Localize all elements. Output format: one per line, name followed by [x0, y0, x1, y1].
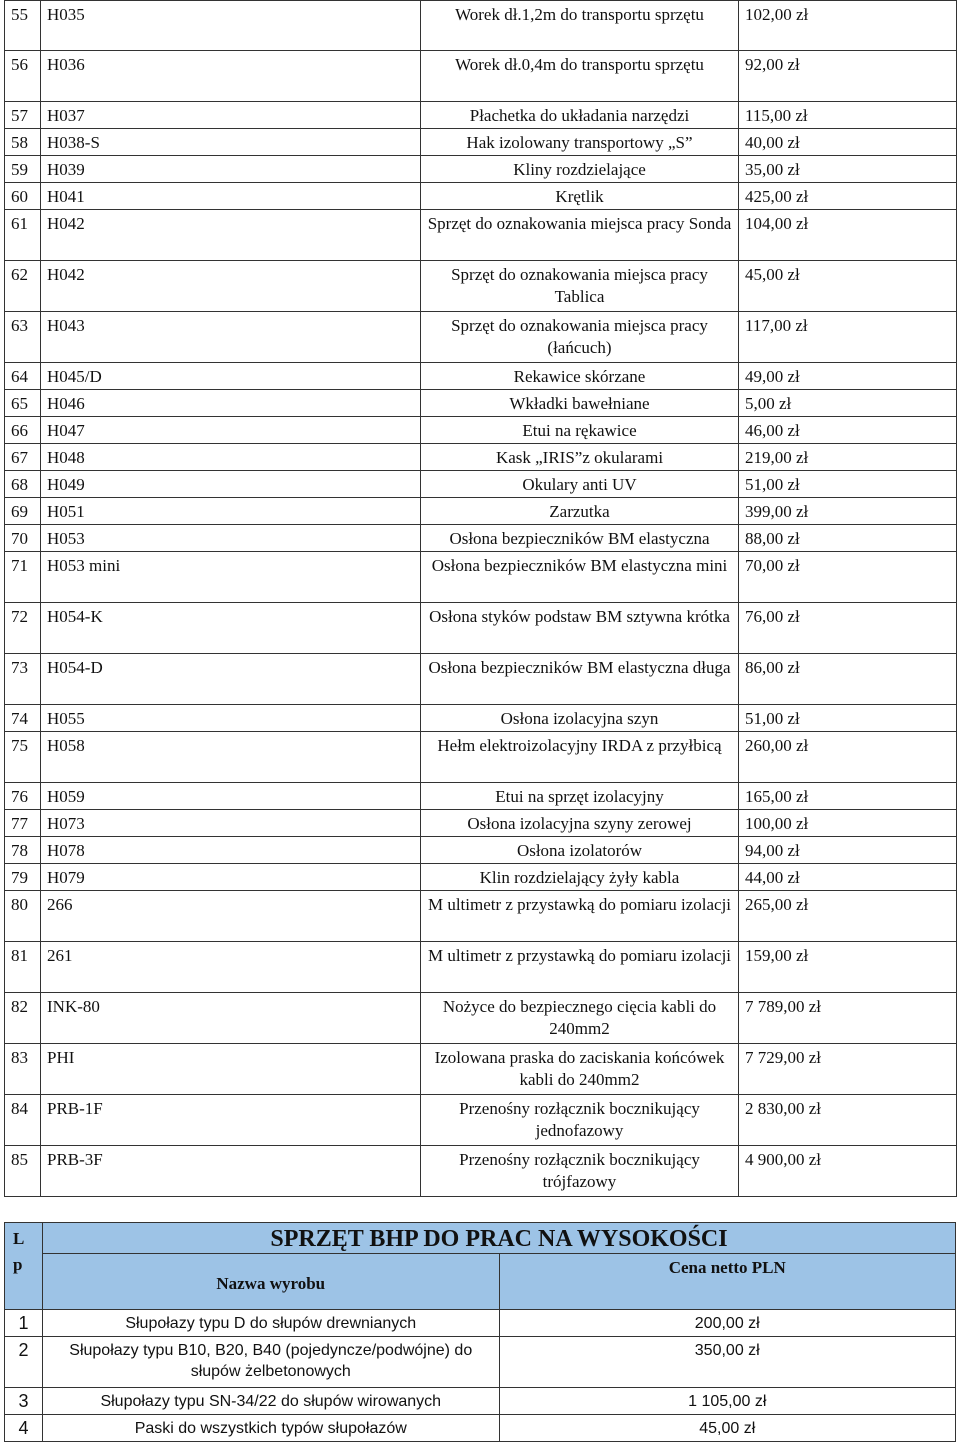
product-name: Worek dł.1,2m do transportu sprzętu	[421, 1, 739, 51]
product-price: 46,00 zł	[739, 417, 957, 444]
product-code: INK-80	[41, 993, 421, 1044]
row-number: 84	[5, 1095, 41, 1146]
product-code: H054-D	[41, 654, 421, 705]
row-number: 73	[5, 654, 41, 705]
table-row	[5, 363, 957, 390]
product-price: 1 105,00 zł	[499, 1388, 956, 1415]
product-price: 49,00 zł	[739, 363, 957, 390]
row-number: 3	[5, 1388, 43, 1415]
product-price: 399,00 zł	[739, 498, 957, 525]
product-code: PRB-1F	[41, 1095, 421, 1146]
table-row	[5, 471, 957, 498]
product-price: 51,00 zł	[739, 471, 957, 498]
product-code: H046	[41, 390, 421, 417]
row-number: 75	[5, 732, 41, 783]
row-number: 58	[5, 129, 41, 156]
row-number: 61	[5, 210, 41, 261]
product-name: Etui na rękawice	[421, 417, 739, 444]
product-price: 425,00 zł	[739, 183, 957, 210]
table-row	[5, 705, 957, 732]
row-number: 82	[5, 993, 41, 1044]
product-name: Okulary anti UV	[421, 471, 739, 498]
product-name: Krętlik	[421, 183, 739, 210]
product-code: H042	[41, 210, 421, 261]
section-title: SPRZĘT BHP DO PRAC NA WYSOKOŚCI	[43, 1223, 956, 1254]
product-name: Przenośny rozłącznik bocznikujący jednofazowy	[421, 1095, 739, 1146]
table-row	[5, 525, 957, 552]
product-price: 88,00 zł	[739, 525, 957, 552]
table-row	[5, 102, 957, 129]
row-number: 62	[5, 261, 41, 312]
table-row	[5, 417, 957, 444]
product-code: H053	[41, 525, 421, 552]
product-name: Wkładki bawełniane	[421, 390, 739, 417]
product-name: Słupołazy typu D do słupów drewnianych	[43, 1310, 500, 1337]
product-code: 266	[41, 891, 421, 942]
product-name: Sprzęt do oznakowania miejsca pracy Sonda	[421, 210, 739, 261]
row-number: 79	[5, 864, 41, 891]
product-price: 40,00 zł	[739, 129, 957, 156]
product-price: 159,00 zł	[739, 942, 957, 993]
table-row	[5, 129, 957, 156]
product-price: 2 830,00 zł	[739, 1095, 957, 1146]
product-price: 4 900,00 zł	[739, 1146, 957, 1197]
product-name: Słupołazy typu SN-34/22 do słupów wirowanych	[43, 1388, 500, 1415]
product-code: H041	[41, 183, 421, 210]
product-code: H038-S	[41, 129, 421, 156]
product-price: 104,00 zł	[739, 210, 957, 261]
product-code: H043	[41, 312, 421, 363]
product-name: Zarzutka	[421, 498, 739, 525]
product-name: Etui na sprzęt izolacyjny	[421, 783, 739, 810]
row-number: 64	[5, 363, 41, 390]
row-number: 68	[5, 471, 41, 498]
table-row	[5, 783, 957, 810]
table-row	[5, 864, 957, 891]
table-row	[5, 312, 957, 363]
product-code: H051	[41, 498, 421, 525]
product-code: H037	[41, 102, 421, 129]
section-title-row	[5, 1223, 956, 1254]
product-code: H042	[41, 261, 421, 312]
row-number: 65	[5, 390, 41, 417]
product-price: 117,00 zł	[739, 312, 957, 363]
table-row	[5, 1044, 957, 1095]
product-price: 100,00 zł	[739, 810, 957, 837]
product-code: 261	[41, 942, 421, 993]
product-name: Worek dł.0,4m do transportu sprzętu	[421, 51, 739, 102]
row-number: 55	[5, 1, 41, 51]
product-name: Kliny rozdzielające	[421, 156, 739, 183]
product-code: H078	[41, 837, 421, 864]
row-number: 80	[5, 891, 41, 942]
product-price: 115,00 zł	[739, 102, 957, 129]
table-row	[5, 942, 957, 993]
table-row	[5, 603, 957, 654]
product-name: Osłona bezpieczników BM elastyczna	[421, 525, 739, 552]
table-row	[5, 156, 957, 183]
product-price: 260,00 zł	[739, 732, 957, 783]
table-row	[5, 837, 957, 864]
product-price: 200,00 zł	[499, 1310, 956, 1337]
table-row	[5, 261, 957, 312]
row-number: 4	[5, 1415, 43, 1442]
row-number: 66	[5, 417, 41, 444]
product-code: H048	[41, 444, 421, 471]
product-name: Słupołazy typu B10, B20, B40 (pojedyncze/podwójne) do słupów żelbetonowych	[43, 1337, 500, 1388]
table-row	[5, 444, 957, 471]
row-number: 74	[5, 705, 41, 732]
table-row	[5, 210, 957, 261]
row-number: 2	[5, 1337, 43, 1388]
product-name: Osłona izolatorów	[421, 837, 739, 864]
product-price: 51,00 zł	[739, 705, 957, 732]
product-name: Izolowana praska do zaciskania końcówek kabli do 240mm2	[421, 1044, 739, 1095]
table-row	[5, 732, 957, 783]
product-name: Przenośny rozłącznik bocznikujący trójfazowy	[421, 1146, 739, 1197]
product-code: H053 mini	[41, 552, 421, 603]
product-price: 5,00 zł	[739, 390, 957, 417]
product-price: 70,00 zł	[739, 552, 957, 603]
section-header-row	[5, 1254, 956, 1310]
row-number: 83	[5, 1044, 41, 1095]
row-number: 1	[5, 1310, 43, 1337]
product-code: PHI	[41, 1044, 421, 1095]
product-price: 45,00 zł	[739, 261, 957, 312]
product-name: Klin rozdzielający żyły kabla	[421, 864, 739, 891]
height-equipment-table	[4, 1222, 956, 1442]
table-row	[5, 51, 957, 102]
table-row	[5, 498, 957, 525]
product-code: H059	[41, 783, 421, 810]
product-price: 35,00 zł	[739, 156, 957, 183]
table-row	[5, 552, 957, 603]
product-price: 7 729,00 zł	[739, 1044, 957, 1095]
product-code: H036	[41, 51, 421, 102]
table-row	[5, 390, 957, 417]
row-number: 78	[5, 837, 41, 864]
product-code: H045/D	[41, 363, 421, 390]
product-code: H054-K	[41, 603, 421, 654]
product-price-table	[4, 0, 957, 1197]
product-name: M ultimetr z przystawką do pomiaru izolacji	[421, 891, 739, 942]
product-name: Nożyce do bezpiecznego cięcia kabli do 240mm2	[421, 993, 739, 1044]
row-number: 81	[5, 942, 41, 993]
row-number: 57	[5, 102, 41, 129]
product-price: 92,00 zł	[739, 51, 957, 102]
row-number: 85	[5, 1146, 41, 1197]
product-price: 165,00 zł	[739, 783, 957, 810]
row-number: 76	[5, 783, 41, 810]
table-row	[5, 810, 957, 837]
row-number: 69	[5, 498, 41, 525]
table-row	[5, 1095, 957, 1146]
table-row	[5, 183, 957, 210]
product-price: 219,00 zł	[739, 444, 957, 471]
product-name: Hak izolowany transportowy „S”	[421, 129, 739, 156]
product-code: H079	[41, 864, 421, 891]
product-price: 102,00 zł	[739, 1, 957, 51]
table-row	[5, 654, 957, 705]
product-price: 94,00 zł	[739, 837, 957, 864]
product-price: 76,00 zł	[739, 603, 957, 654]
row-number: 71	[5, 552, 41, 603]
product-name: Osłona izolacyjna szyn	[421, 705, 739, 732]
table-row	[5, 891, 957, 942]
product-code: H073	[41, 810, 421, 837]
row-number: 72	[5, 603, 41, 654]
header-product-name: Nazwa wyrobu	[43, 1254, 500, 1310]
product-code: H049	[41, 471, 421, 498]
table-row	[5, 1415, 956, 1442]
table-row	[5, 1388, 956, 1415]
product-name: Kask „IRIS”z okularami	[421, 444, 739, 471]
row-number: 63	[5, 312, 41, 363]
header-lp: L p	[5, 1223, 43, 1310]
table-row	[5, 1310, 956, 1337]
row-number: 77	[5, 810, 41, 837]
table-row	[5, 1, 957, 51]
product-name: Osłona styków podstaw BM sztywna krótka	[421, 603, 739, 654]
row-number: 60	[5, 183, 41, 210]
header-net-price: Cena netto PLN	[499, 1254, 956, 1310]
row-number: 70	[5, 525, 41, 552]
product-name: M ultimetr z przystawką do pomiaru izolacji	[421, 942, 739, 993]
product-price: 86,00 zł	[739, 654, 957, 705]
table-row	[5, 993, 957, 1044]
table-row	[5, 1146, 957, 1197]
product-name: Paski do wszystkich typów słupołazów	[43, 1415, 500, 1442]
product-name: Osłona bezpieczników BM elastyczna mini	[421, 552, 739, 603]
product-price: 265,00 zł	[739, 891, 957, 942]
product-name: Osłona bezpieczników BM elastyczna długa	[421, 654, 739, 705]
product-code: PRB-3F	[41, 1146, 421, 1197]
product-code: H047	[41, 417, 421, 444]
row-number: 56	[5, 51, 41, 102]
product-name: Rekawice skórzane	[421, 363, 739, 390]
product-code: H058	[41, 732, 421, 783]
product-name: Sprzęt do oznakowania miejsca pracy Tablica	[421, 261, 739, 312]
product-price: 350,00 zł	[499, 1337, 956, 1388]
product-price: 44,00 zł	[739, 864, 957, 891]
product-code: H035	[41, 1, 421, 51]
row-number: 59	[5, 156, 41, 183]
product-name: Osłona izolacyjna szyny zerowej	[421, 810, 739, 837]
product-name: Sprzęt do oznakowania miejsca pracy (łańcuch)	[421, 312, 739, 363]
product-price: 7 789,00 zł	[739, 993, 957, 1044]
product-code: H039	[41, 156, 421, 183]
table-row	[5, 1337, 956, 1388]
product-code: H055	[41, 705, 421, 732]
product-name: Hełm elektroizolacyjny IRDA z przyłbicą	[421, 732, 739, 783]
row-number: 67	[5, 444, 41, 471]
product-price: 45,00 zł	[499, 1415, 956, 1442]
product-name: Płachetka do układania narzędzi	[421, 102, 739, 129]
